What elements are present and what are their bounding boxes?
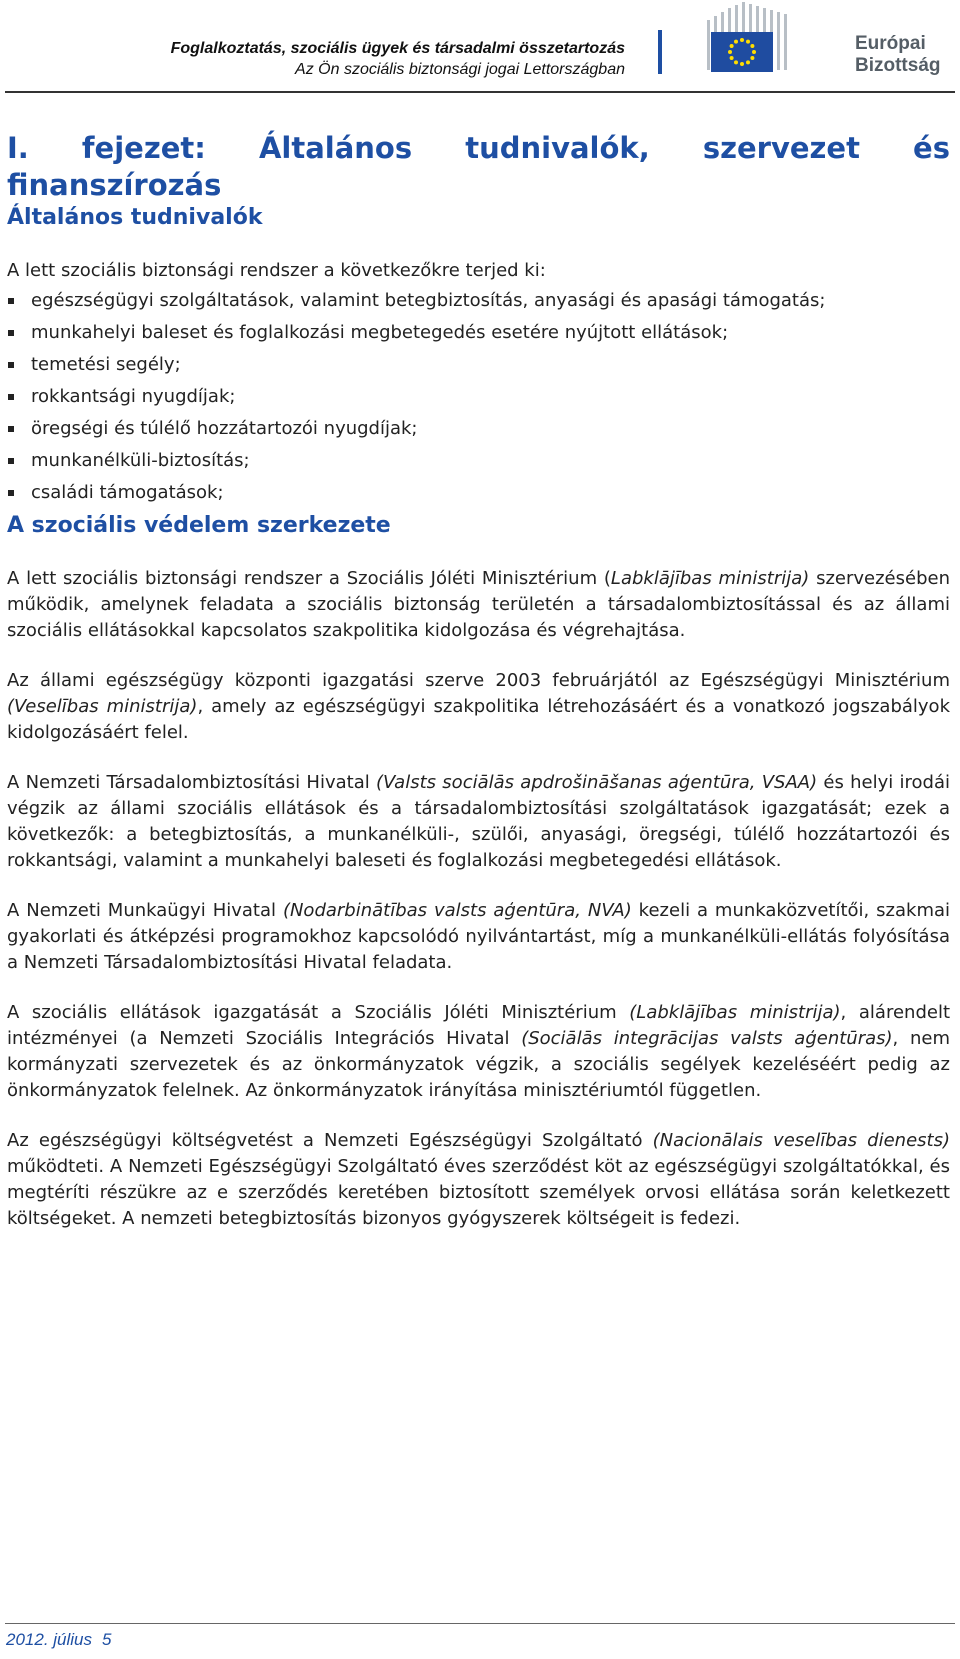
footer-date: 2012. július [6, 1630, 93, 1649]
bullet-icon [8, 394, 14, 400]
paragraph-vsaa: A Nemzeti Társadalombiztosítási Hivatal (Valsts sociālās apdrošināšanas aģentūra, VSAA) és helyi irodái végzik az állami szociális ellátások és a társadalombiztosítási szolgáltatások igazgatását; ezek a következők: a betegbiztosítás, a munkanélküli-, szülői, anyasági, öregségi, túlélő hozzátartozói és rokkantsági, valamint a munkahelyi baleseti és foglalkozási megbetegedési ellátások. [7, 772, 950, 871]
ec-logo-line-1: Európai [855, 33, 926, 54]
bullet-icon [8, 362, 14, 368]
page-number: 5 [102, 1630, 112, 1649]
list-item: rokkantsági nyugdíjak; [7, 384, 950, 410]
header-line-2: Az Ön szociális biztonsági jogai Lettországban [295, 61, 625, 78]
intro-paragraph: A lett szociális biztonsági rendszer a következőkre terjed ki: [7, 260, 546, 281]
ec-logo-text [855, 33, 941, 77]
bullet-icon [8, 490, 14, 496]
paragraph-social-assistance: A szociális ellátások igazgatását a Szociális Jóléti Minisztérium (Labklājības ministrija), alárendelt intézményei (a Nemzeti Szociális Integrációs Hivatal (Sociālās integrācijas valsts aģentūras), nem kormányzati szervezetek és az önkormányzatok végzik, a szociális segélyek kezeléséért pedig az önkormányzatok felelnek. Az önkormányzatok irányítása minisztériumtól független. [7, 1002, 950, 1101]
ec-logo-line-2: Bizottság [855, 55, 941, 76]
header-line-1: Foglalkoztatás, szociális ügyek és társadalmi összetartozás [170, 40, 625, 57]
paragraph-health-budget: Az egészségügyi költségvetést a Nemzeti Egészségügyi Szolgáltató (Nacionālais veselības dienests) működteti. A Nemzeti Egészségügyi Szolgáltató éves szerződést köt az egészségügyi szolgáltatókkal, és megtéríti részükre az e szerződés keretében biztosított személyek orvosi ellátása során keletkezett költségeket. A nemzeti betegbiztosítás bizonyos gyógyszerek költségeit is fedezi. [7, 1130, 950, 1229]
section-heading-structure: A szociális védelem szerkezete [7, 513, 391, 538]
list-item: családi támogatások; [7, 480, 950, 506]
paragraph-ministry: A lett szociális biztonsági rendszer a Szociális Jóléti Minisztérium (Labklājības ministrija) szervezésében működik, amelynek feladata a szociális biztonság területén a társadalombiztosítással és az állami szociális ellátásokkal kapcsolatos szakpolitika kidolgozása és végrehajtása. [7, 568, 950, 641]
bullet-icon [8, 298, 14, 304]
paragraph-nva: A Nemzeti Munkaügyi Hivatal (Nodarbinātības valsts aģentūra, NVA) kezeli a munkaközvetítői, szakmai gyakorlati és átképzési programokhoz kapcsolódó nyilvántartást, míg a munkanélküli-ellátás folyósítása a Nemzeti Társadalombiztosítási Hivatal feladata. [7, 900, 951, 973]
bullet-icon [8, 426, 14, 432]
list-item: munkahelyi baleset és foglalkozási megbetegedés esetére nyújtott ellátások; [7, 320, 950, 346]
page-header [0, 0, 960, 95]
list-item: egészségügyi szolgáltatások, valamint betegbiztosítás, anyasági és apasági támogatás; [7, 288, 950, 314]
coverage-list [7, 288, 950, 506]
eu-flag-icon [703, 2, 793, 78]
header-divider [658, 30, 662, 74]
list-item: munkanélküli-biztosítás; [7, 448, 950, 474]
page-footer [6, 1630, 111, 1650]
list-item: öregségi és túlélő hozzátartozói nyugdíjak; [7, 416, 950, 442]
document-body [7, 130, 950, 1232]
bullet-icon [8, 458, 14, 464]
header-rule [5, 91, 955, 93]
bullet-icon [8, 330, 14, 336]
list-item: temetési segély; [7, 352, 950, 378]
section-heading-general: Általános tudnivalók [7, 205, 263, 230]
footer-rule [5, 1623, 955, 1624]
paragraph-health: Az állami egészségügy központi igazgatási szerve 2003 februárjától az Egészségügyi Minisztérium (Veselības ministrija), amely az egészségügyi szakpolitika létrehozásáért és a vonatkozó jogszabályok kidolgozásáért felel. [7, 670, 950, 743]
header-text [171, 38, 625, 80]
chapter-title: I. fejezet: Általános tudnivalók, szervezet és finanszírozás [7, 131, 950, 202]
